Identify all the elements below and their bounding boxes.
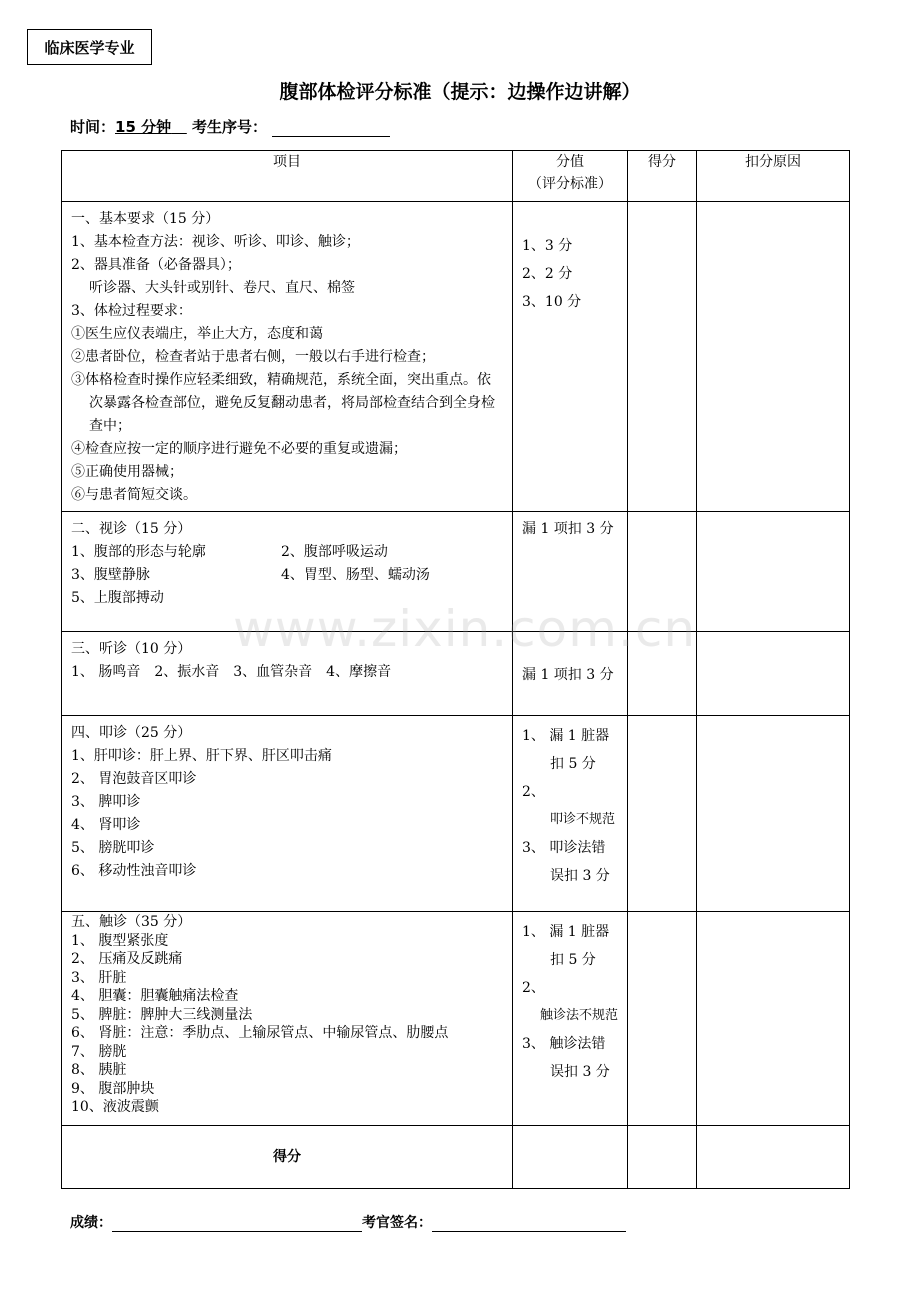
- scoring-table: [61, 150, 850, 1189]
- header-deduction-reason: 扣分原因: [697, 151, 850, 202]
- deduction-reason-cell[interactable]: [697, 716, 850, 912]
- page-title: 腹部体检评分标准（提示：边操作边讲解）: [279, 81, 641, 103]
- grade-label: 成绩：: [70, 1215, 112, 1231]
- candidate-number-field[interactable]: [272, 120, 390, 137]
- section-basic-requirements: 一、基本要求（15 分） 1、基本检查方法：视诊、听诊、叩诊、触诊； 2、器具准备（必备器具）； 听诊器、大头针或别针、卷尺、直尺、棉签 3、体检过程要求： ①医生应仪表端庄，举止大方，态度和蔼 ②患者卧位，检查者站于患者右侧，一般以右手进行检查； ③体格检查时操作应轻柔细致，精确规范，系统全面，突出重点。依次暴露各检查部位，避免反复翻动患者，将局部检查结合到全身检查中； ④检查应按一定的顺序进行避免不必要的重复或遗漏； ⑤正确使用器械； ⑥与患者简短交谈。: [62, 202, 513, 512]
- signature-line: [70, 1212, 626, 1232]
- deduction-reason-cell[interactable]: [697, 512, 850, 632]
- section-inspection: 二、视诊（15 分） 1、腹部的形态与轮廓 2、腹部呼吸运动 3、腹壁静脉 4、胃型、肠型、蠕动汤 5、上腹部搏动: [62, 512, 513, 632]
- table-row: [62, 632, 850, 716]
- deduction-reason-cell[interactable]: [697, 912, 850, 1126]
- table-row: [62, 912, 850, 1126]
- header-score: 分值 （评分标准）: [513, 151, 628, 202]
- table-row: [62, 202, 850, 512]
- section-auscultation: 三、听诊（10 分） 1、 肠鸣音 2、振水音 3、血管杂音 4、摩擦音: [62, 632, 513, 716]
- table-header-row: [62, 151, 850, 202]
- major-label: 临床医学专业: [27, 29, 152, 65]
- score-standard: 1、3 分 2、2 分 3、10 分: [513, 202, 628, 512]
- table-row: [62, 512, 850, 632]
- points-cell[interactable]: [628, 632, 697, 716]
- time-label: 时间：: [70, 118, 116, 136]
- table-row: [62, 716, 850, 912]
- total-points-cell[interactable]: [628, 1126, 697, 1189]
- total-row: [62, 1126, 850, 1189]
- points-cell[interactable]: [628, 912, 697, 1126]
- candidate-number-label: 考生序号：: [192, 118, 268, 136]
- score-standard: 1、 漏 1 脏器 扣 5 分 2、 叩诊不规范 3、 叩诊法错 误扣 3 分: [513, 716, 628, 912]
- points-cell[interactable]: [628, 512, 697, 632]
- section-palpation: 五、触诊（35 分） 1、 腹型紧张度 2、 压痛及反跳痛 3、 肝脏 4、 胆囊：胆囊触痛法检查 5、 脾脏：脾肿大三线测量法 6、 肾脏：注意：季肋点、上输尿管点、中输尿管点、肋腰点 7、 膀胱 8、 胰脏 9、 腹部肿块 10、液波震颤: [62, 912, 513, 1126]
- total-score-cell[interactable]: [513, 1126, 628, 1189]
- time-value: 15 分钟: [115, 118, 172, 136]
- score-standard: 1、 漏 1 脏器 扣 5 分 2、 触诊法不规范 3、 触诊法错 误扣 3 分: [513, 912, 628, 1126]
- deduction-reason-cell[interactable]: [697, 632, 850, 716]
- watermark: www.zixin.com.cn: [233, 600, 697, 658]
- section-percussion: 四、叩诊（25 分） 1、肝叩诊：肝上界、肝下界、肝区叩击痛 2、 胃泡鼓音区叩诊 3、 脾叩诊 4、 肾叩诊 5、 膀胱叩诊 6、 移动性浊音叩诊: [62, 716, 513, 912]
- score-standard: 漏 1 项扣 3 分: [513, 512, 628, 632]
- deduction-reason-cell[interactable]: [697, 202, 850, 512]
- header-item: 项目: [62, 151, 513, 202]
- exam-meta: [70, 116, 390, 137]
- points-cell[interactable]: [628, 716, 697, 912]
- grade-field[interactable]: [112, 1215, 362, 1232]
- examiner-signature-label: 考官签名：: [362, 1215, 432, 1231]
- score-standard: 漏 1 项扣 3 分: [513, 632, 628, 716]
- header-points: 得分: [628, 151, 697, 202]
- examiner-signature-field[interactable]: [432, 1215, 626, 1232]
- points-cell[interactable]: [628, 202, 697, 512]
- total-reason-cell[interactable]: [697, 1126, 850, 1189]
- total-label: 得分: [62, 1126, 513, 1189]
